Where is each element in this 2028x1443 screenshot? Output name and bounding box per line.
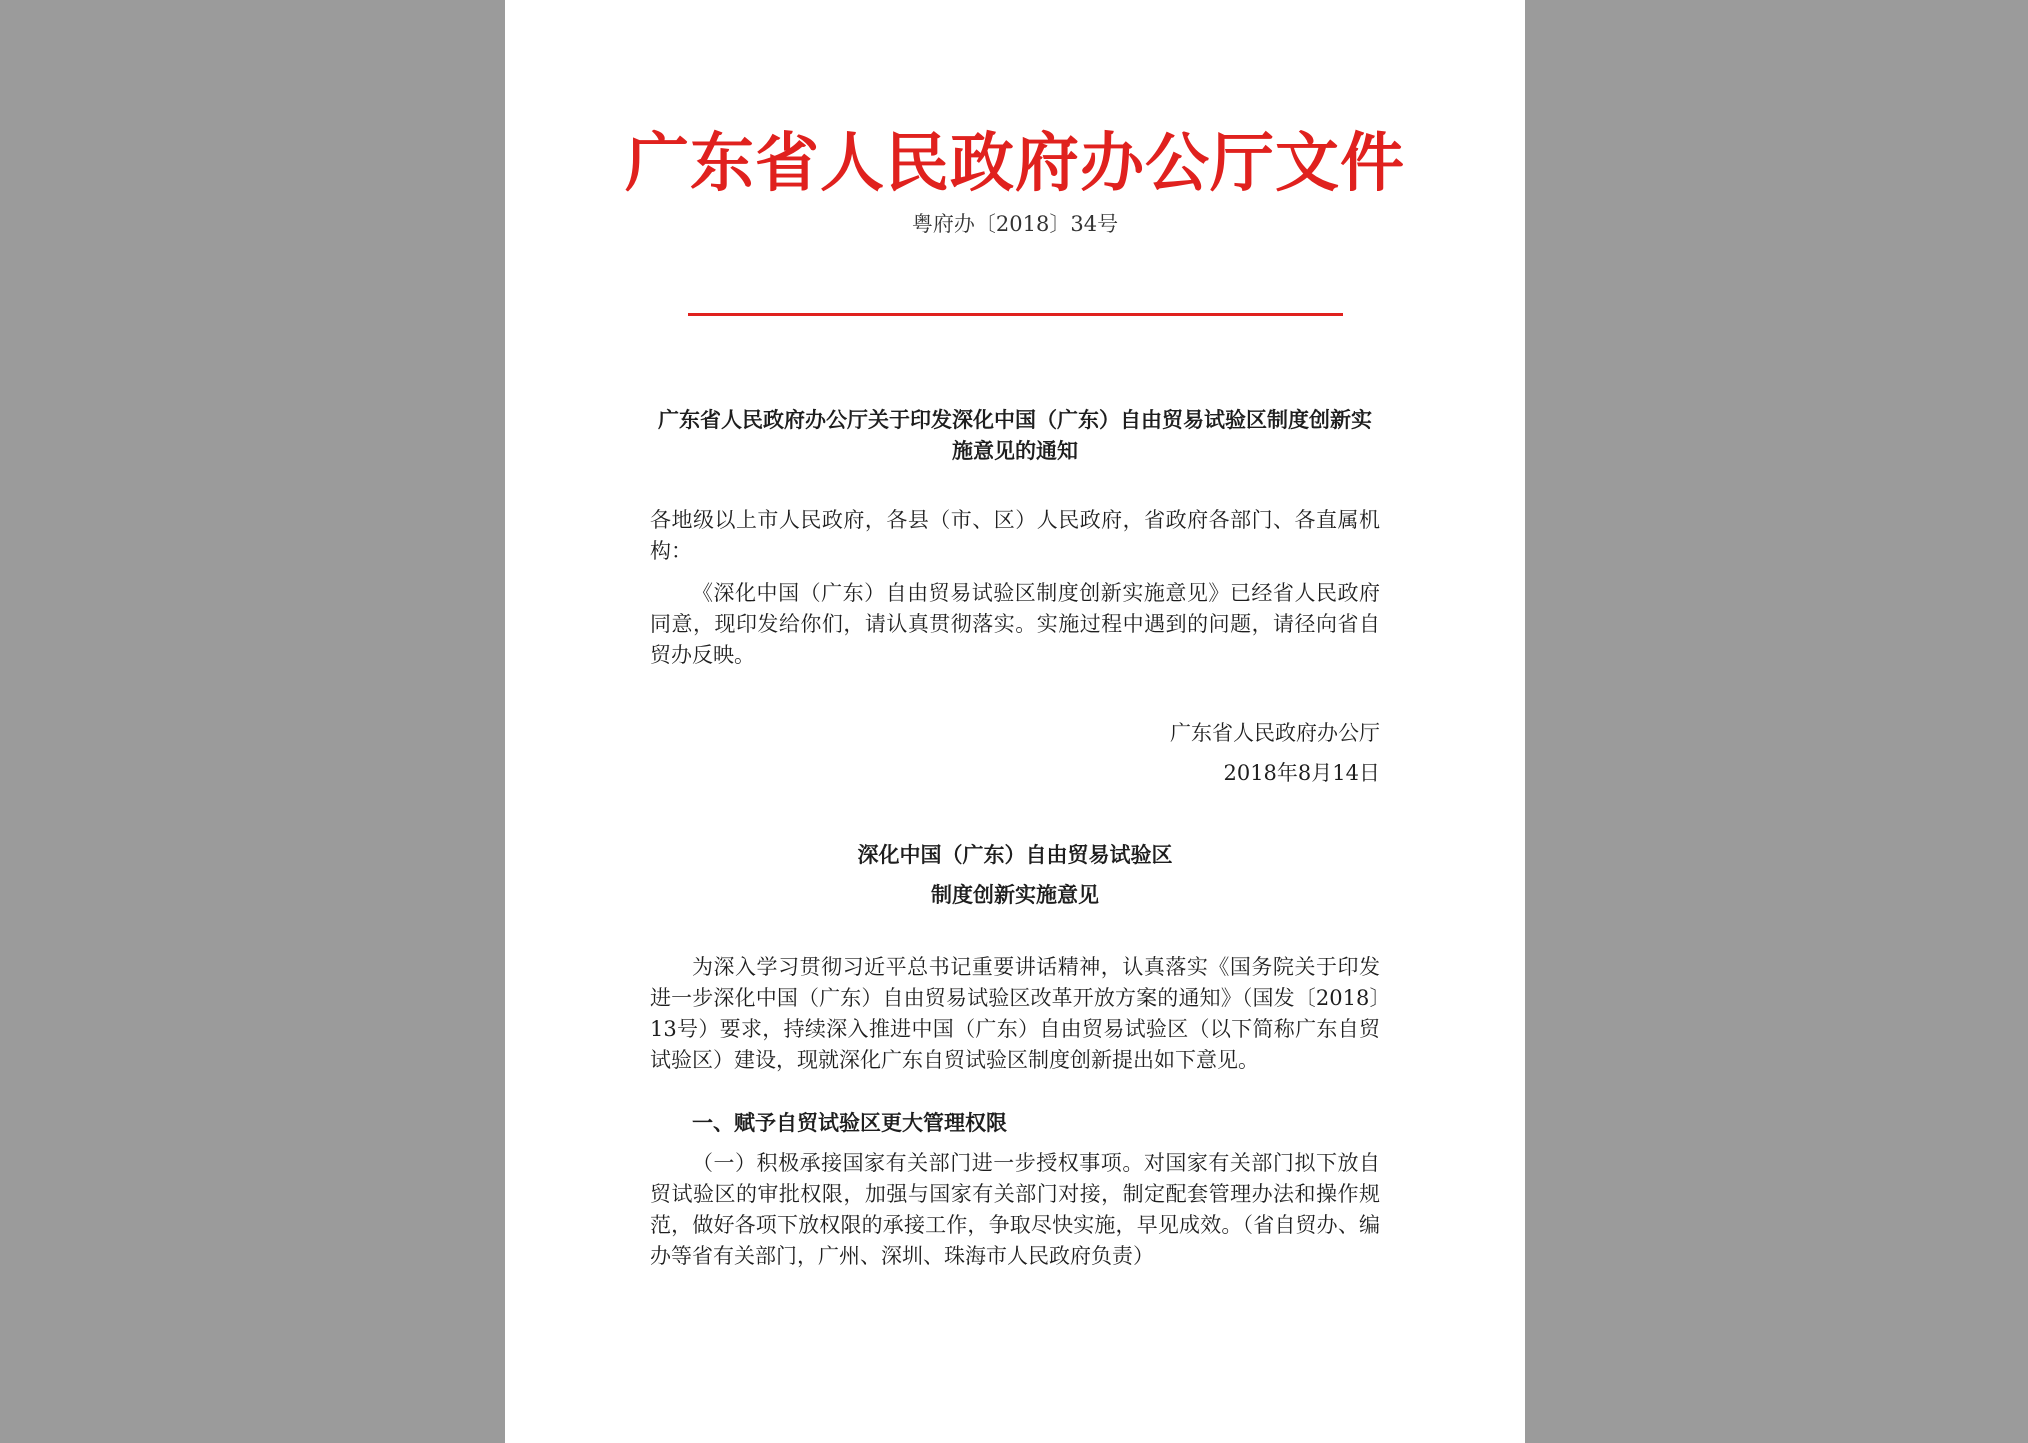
signature-organization: 广东省人民政府办公厅 <box>1170 721 1380 745</box>
item-paragraph: （一）积极承接国家有关部门进一步授权事项。对国家有关部门拟下放自贸试验区的审批权限，加强与国家有关部门对接，制定配套管理办法和操作规范，做好各项下放权限的承接工作，争取尽快实施，早见成效。（省自贸办、编办等省有关部门，广州、深圳、珠海市人民政府负责） <box>650 1151 1380 1268</box>
document-number: 粤府办〔2018〕34号 <box>911 212 1119 236</box>
salutation: 各地级以上市人民政府，各县（市、区）人民政府，省政府各部门、各直属机构： <box>650 508 1380 563</box>
body-paragraph: 《深化中国（广东）自由贸易试验区制度创新实施意见》已经省人民政府同意，现印发给你们，请认真贯彻落实。实施过程中遇到的问题，请径向省自贸办反映。 <box>650 581 1380 667</box>
document-page <box>505 0 1525 1443</box>
document-masthead: 广东省人民政府办公厅文件 <box>625 127 1405 201</box>
signature-date: 2018年8月14日 <box>1223 761 1380 785</box>
annex-title-line-2: 制度创新实施意见 <box>931 883 1099 907</box>
red-separator-line <box>688 313 1343 316</box>
annex-intro-paragraph: 为深入学习贯彻习近平总书记重要讲话精神，认真落实《国务院关于印发进一步深化中国（广东）自由贸易试验区改革开放方案的通知》（国发〔2018〕13号）要求，持续深入推进中国（广东）自由贸易试验区（以下简称广东自贸试验区）建设，现就深化广东自贸试验区制度创新提出如下意见。 <box>650 955 1380 1072</box>
notice-title: 广东省人民政府办公厅关于印发深化中国（广东）自由贸易试验区制度创新实施意见的通知 <box>658 408 1372 463</box>
section-heading: 一、赋予自贸试验区更大管理权限 <box>692 1111 1007 1135</box>
annex-title-line-1: 深化中国（广东）自由贸易试验区 <box>857 843 1173 867</box>
